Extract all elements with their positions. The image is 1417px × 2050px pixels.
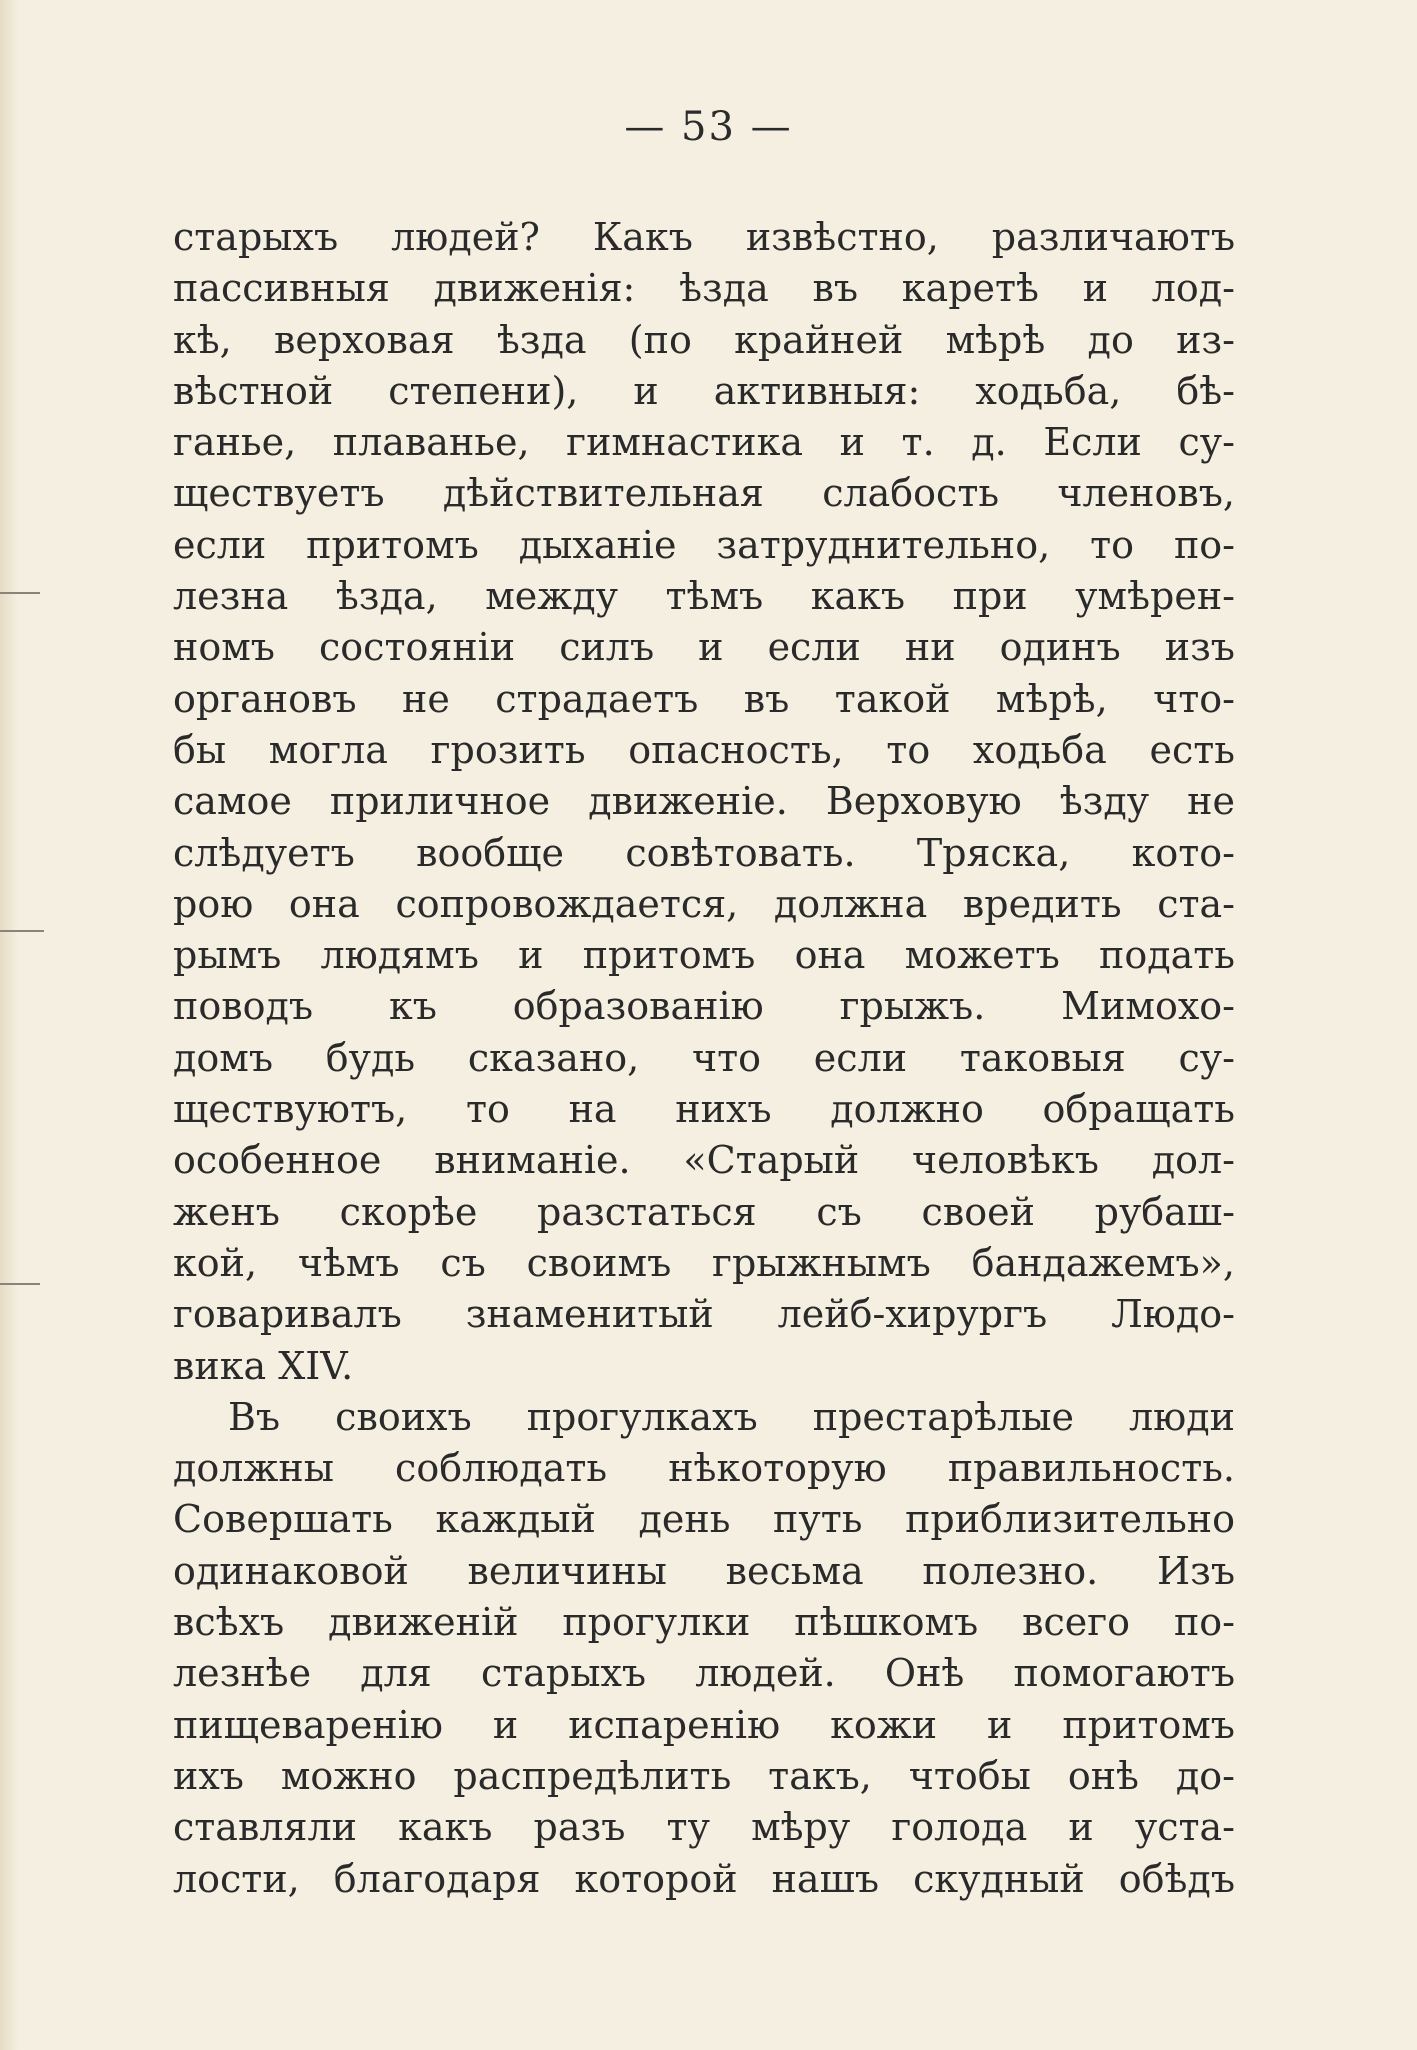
text-line: лости, благодаря которой нашъ скудный обѣдъ	[173, 1856, 1235, 1901]
text-line: говаривалъ знаменитый лейб-хирургъ Людо-	[173, 1292, 1235, 1337]
text-line: бы могла грозить опасность, то ходьба есть	[173, 727, 1235, 772]
text-line: слѣдуетъ вообще совѣтовать. Тряска, кото-	[173, 830, 1235, 875]
text-line: старыхъ людей? Какъ извѣстно, различаютъ	[173, 215, 1235, 259]
text-line: номъ состояніи силъ и если ни одинъ изъ	[173, 625, 1235, 670]
margin-mark	[0, 1283, 40, 1285]
text-line: всѣхъ движеній прогулки пѣшкомъ всего по-	[173, 1600, 1235, 1645]
text-line: женъ скорѣе разстаться съ своей рубаш-	[173, 1189, 1235, 1234]
margin-mark	[0, 592, 40, 594]
binding-margin	[0, 0, 18, 2050]
text-line: ществуетъ дѣйствительная слабость членовъ,	[173, 471, 1235, 516]
text-line: лезнѣе для старыхъ людей. Онѣ помогаютъ	[173, 1651, 1235, 1696]
text-line: кѣ, верховая ѣзда (по крайней мѣрѣ до из-	[173, 317, 1235, 362]
page-number: — 53 —	[624, 104, 793, 150]
margin-mark	[0, 930, 44, 932]
text-line: рою она сопровождается, должна вредить ста-	[173, 881, 1235, 926]
paragraph-last-line: вика XIV.	[173, 1343, 354, 1388]
text-line: лезна ѣзда, между тѣмъ какъ при умѣрен-	[173, 574, 1235, 619]
text-line: рымъ людямъ и притомъ она можетъ подать	[173, 933, 1235, 978]
body-text	[173, 212, 1235, 1905]
text-line: особенное вниманіе. «Старый человѣкъ дол-	[173, 1138, 1235, 1183]
text-line: пищеваренію и испаренію кожи и притомъ	[173, 1702, 1235, 1747]
text-line: если притомъ дыханіе затруднительно, то по-	[173, 522, 1235, 567]
text-line: ставляли какъ разъ ту мѣру голода и уста-	[173, 1805, 1235, 1850]
text-line: органовъ не страдаетъ въ такой мѣрѣ, что-	[173, 676, 1235, 721]
text-line: ихъ можно распредѣлить такъ, чтобы онѣ до-	[173, 1753, 1235, 1798]
text-line: кой, чѣмъ съ своимъ грыжнымъ бандажемъ»,	[173, 1240, 1235, 1285]
paragraph-first-line: Въ своихъ прогулкахъ престарѣлые люди	[228, 1394, 1235, 1439]
text-line: домъ будь сказано, что если таковыя су-	[173, 1035, 1235, 1080]
text-line: пассивныя движенія: ѣзда въ каретѣ и лод-	[173, 266, 1235, 311]
text-line: ганье, плаванье, гимнастика и т. д. Если су-	[173, 420, 1235, 465]
text-line: самое приличное движеніе. Верховую ѣзду не	[173, 779, 1235, 824]
text-line: одинаковой величины весьма полезно. Изъ	[173, 1548, 1235, 1593]
text-line: Совершать каждый день путь приблизительно	[173, 1497, 1235, 1542]
text-line: поводъ къ образованію грыжъ. Мимохо-	[173, 984, 1235, 1029]
text-line: должны соблюдать нѣкоторую правильность.	[173, 1446, 1235, 1491]
text-line: вѣстной степени), и активныя: ходьба, бѣ-	[173, 368, 1235, 413]
text-line: ществуютъ, то на нихъ должно обращать	[173, 1087, 1235, 1132]
